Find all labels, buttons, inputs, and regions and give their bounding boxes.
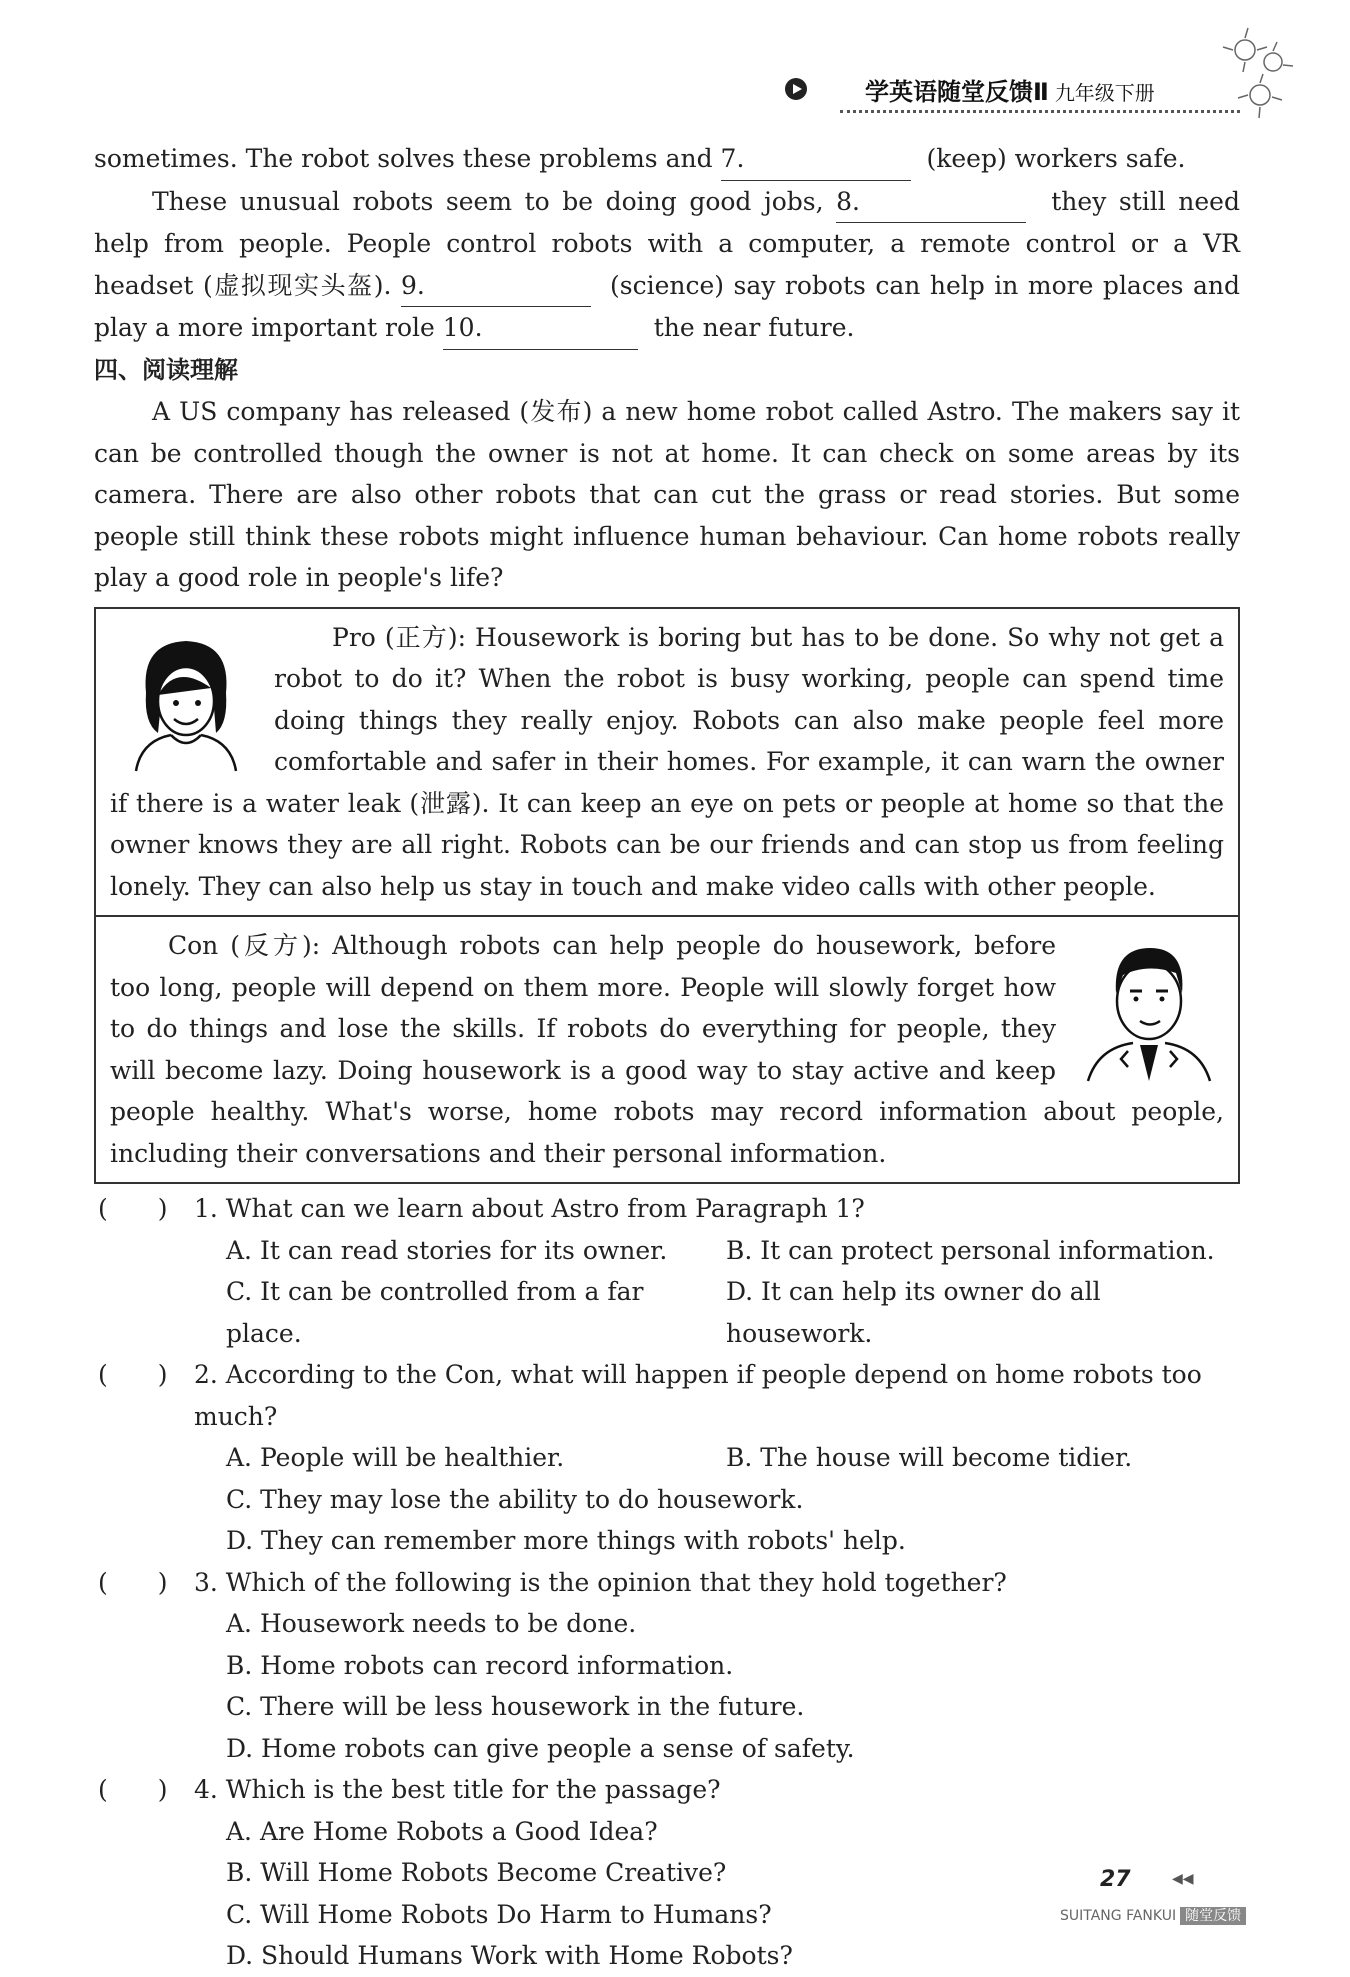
page-number: 27 bbox=[1100, 1867, 1131, 1892]
pro-paragraph: Pro (正方): Housework is boring but has to be done. So why not get a robot to do it? When the robot is busy working, people can spend time doing things they really enjoy. Robots can also make people feel more comfortable and safer in their homes. For example, it can warn the owner if there is a water leak (泄露). It can keep an eye on pets or people at home so that the owner knows they are all right. Robots can be our friends and can stop us from feeling lonely. They can also help us stay in touch and make video calls with other people. bbox=[110, 622, 1224, 901]
answer-blank-7[interactable]: 7. bbox=[721, 138, 911, 181]
man-avatar-icon bbox=[1078, 933, 1218, 1083]
cloze-paragraph-2: These unusual robots seem to be doing good jobs, 8. they still need help from people. People control robots with a computer, a remote control or a VR headset (虚拟现实头盔). 9. (science) say robots can help in more places and play a more important role 10. the near future. bbox=[94, 181, 1240, 350]
option-2b: B. The house will become tidier. bbox=[726, 1443, 1133, 1472]
intro-paragraph: A US company has released (发布) a new home robot called Astro. The makers say it can be controlled though the owner is not at home. It can check on some areas by its camera. There are also other robots that can cut the grass or read stories. But some people still think these robots might influence human behaviour. Can home robots really play a good role in people's life? bbox=[94, 397, 1240, 592]
girl-avatar-icon bbox=[116, 623, 256, 773]
cloze-line-1: sometimes. The robot solves these problems and 7. (keep) workers safe. bbox=[94, 138, 1240, 181]
option-2a: A. People will be healthier. bbox=[226, 1443, 565, 1472]
option-3a: A. Housework needs to be done. bbox=[226, 1609, 637, 1638]
page-header bbox=[785, 66, 1265, 116]
play-icon bbox=[785, 78, 807, 100]
opinion-box bbox=[94, 607, 1240, 1185]
footer-brand: SUITANG FANKUI 随堂反馈 bbox=[1060, 1905, 1246, 1925]
option-1a: A. It can read stories for its owner. bbox=[226, 1235, 668, 1265]
option-3b: B. Home robots can record information. bbox=[226, 1650, 734, 1680]
header-title: 学英语随堂反馈Ⅱ 九年级下册 bbox=[865, 78, 1155, 106]
answer-blank-8[interactable]: 8. bbox=[836, 181, 1026, 224]
option-2d: D. They can remember more things with robots' help. bbox=[226, 1526, 906, 1555]
option-3d: D. Home robots can give people a sense of safety. bbox=[226, 1733, 855, 1763]
option-3c: C. There will be less housework in the future. bbox=[226, 1692, 805, 1721]
question-3 bbox=[94, 1562, 1240, 1770]
question-1 bbox=[94, 1188, 1240, 1354]
answer-paren-4[interactable]: ( ) bbox=[98, 1775, 168, 1804]
answer-paren-2[interactable]: ( ) bbox=[98, 1360, 168, 1389]
arrows-icon: ◀◀ bbox=[1172, 1871, 1194, 1887]
question-stem-1: 1. What can we learn about Astro from Paragraph 1? bbox=[194, 1194, 865, 1223]
answer-paren-3[interactable]: ( ) bbox=[98, 1567, 168, 1597]
question-stem-2: 2. According to the Con, what will happen if people depend on home robots too much? bbox=[194, 1360, 1202, 1431]
footer-badge: 随堂反馈 bbox=[1180, 1907, 1246, 1925]
content bbox=[94, 138, 1240, 1977]
question-2 bbox=[94, 1354, 1240, 1562]
header-divider bbox=[840, 110, 1240, 113]
option-4c: C. Will Home Robots Do Harm to Humans? bbox=[226, 1899, 772, 1929]
question-stem-4: 4. Which is the best title for the passage? bbox=[194, 1775, 721, 1804]
con-paragraph: Con (反方): Although robots can help people do housework, before too long, people will depend on them more. People will slowly forget how to do things and lose the skills. If robots do everything for people, they will become lazy. Doing housework is a good way to stay active and keep people healthy. What's worse, home robots may record information about people, including their conversations and their personal information. bbox=[110, 931, 1224, 1168]
answer-blank-9[interactable]: 9. bbox=[401, 265, 591, 308]
option-2c: C. They may lose the ability to do housework. bbox=[226, 1484, 804, 1514]
section-title: 四、阅读理解 bbox=[94, 355, 238, 384]
answer-paren-1[interactable]: ( ) bbox=[98, 1194, 168, 1223]
header-subtitle: 九年级下册 bbox=[1054, 81, 1155, 105]
option-4b: B. Will Home Robots Become Creative? bbox=[226, 1858, 727, 1887]
con-section bbox=[96, 915, 1238, 1182]
option-4a: A. Are Home Robots a Good Idea? bbox=[226, 1816, 658, 1846]
answer-blank-10[interactable]: 10. bbox=[443, 307, 638, 350]
option-1b: B. It can protect personal information. bbox=[726, 1235, 1215, 1265]
option-4d: D. Should Humans Work with Home Robots? bbox=[226, 1941, 793, 1970]
page-footer bbox=[1060, 1865, 1280, 1935]
option-1d: D. It can help its owner do all housework. bbox=[726, 1277, 1101, 1348]
flower-decoration-icon bbox=[1205, 20, 1315, 130]
pro-section bbox=[96, 609, 1238, 916]
option-1c: C. It can be controlled from a far place. bbox=[226, 1277, 644, 1348]
question-stem-3: 3. Which of the following is the opinion that they hold together? bbox=[194, 1567, 1007, 1597]
